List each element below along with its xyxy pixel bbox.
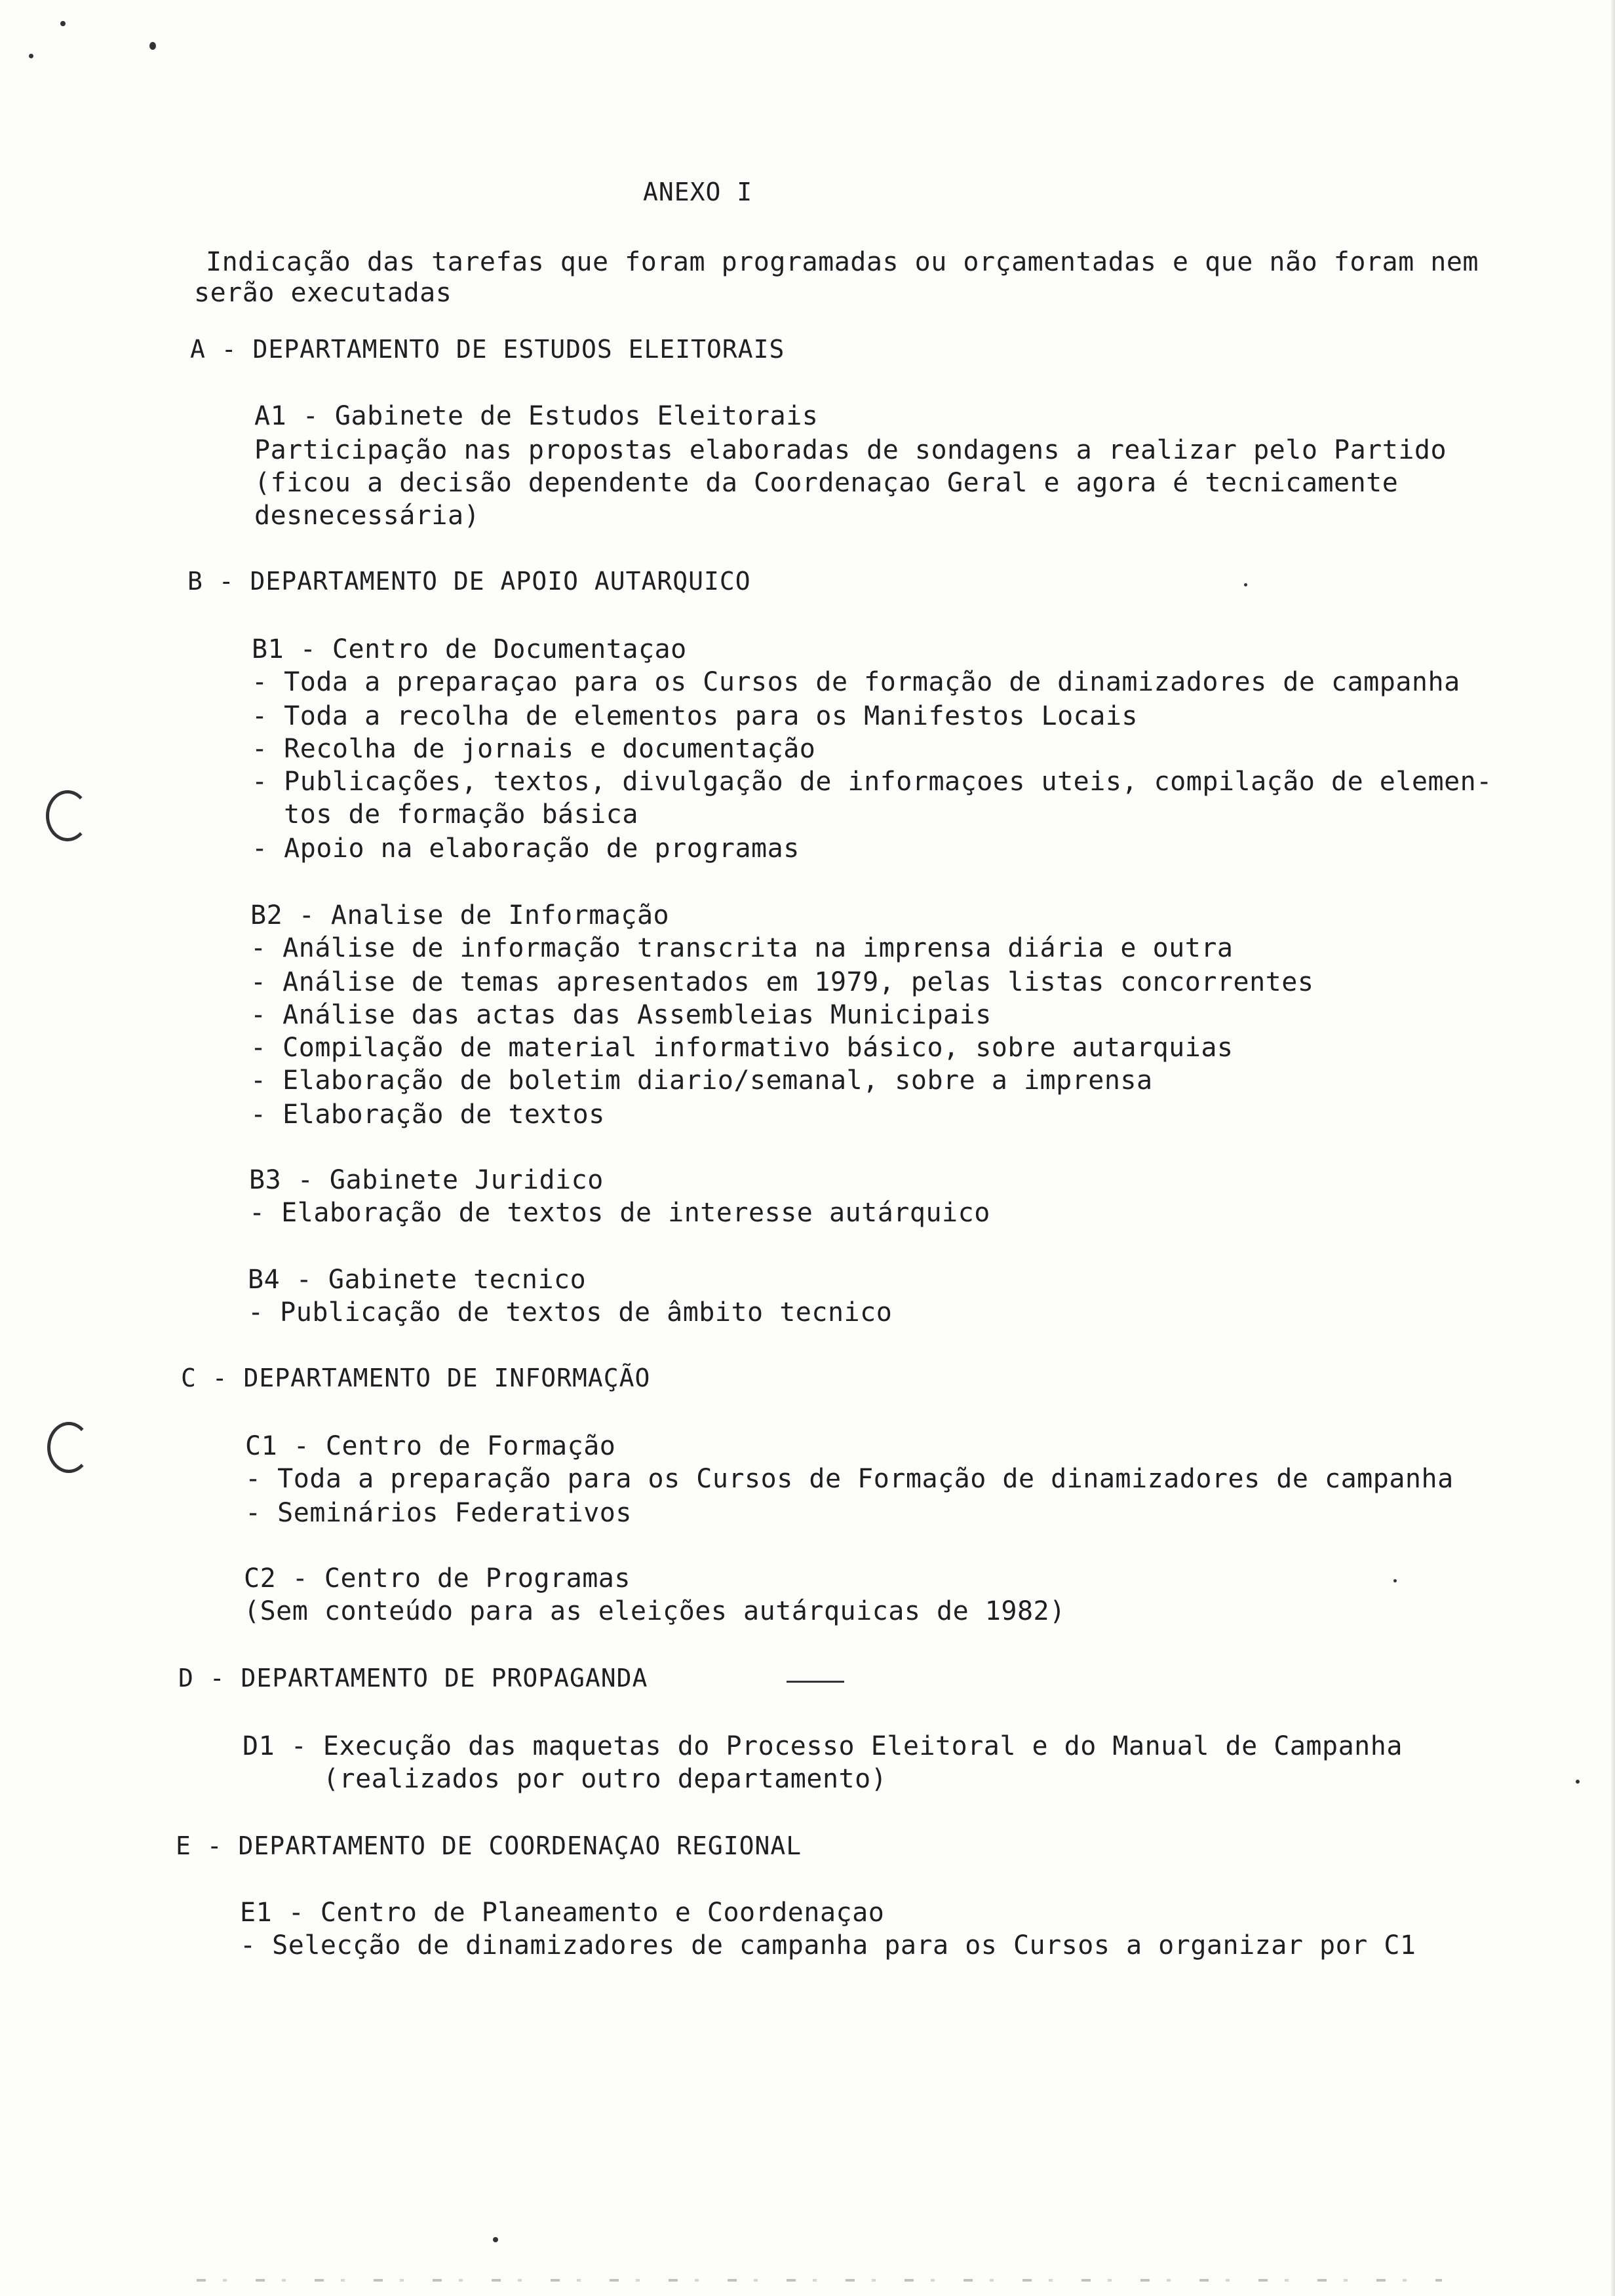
- section-heading-c: C - DEPARTAMENTO DE INFORMAÇÃO: [181, 1364, 651, 1392]
- annex-title: ANEXO I: [643, 178, 753, 206]
- intro-line-1: Indicação das tarefas que foram programadas ou orçamentadas e que não foram nem: [206, 247, 1479, 277]
- scan-edge-noise: [197, 2279, 1442, 2282]
- c2-line-2: (Sem conteúdo para as eleições autárquicas de 1982): [244, 1596, 1066, 1626]
- scan-speck: [1393, 1579, 1397, 1582]
- b1-line-7: - Apoio na elaboração de programas: [252, 833, 800, 864]
- c1-line-2: - Toda a preparação para os Cursos de Formação de dinamizadores de campanha: [245, 1464, 1454, 1494]
- page-edge-shadow: [1611, 0, 1615, 2296]
- c1-line-1: C1 - Centro de Formação: [245, 1431, 616, 1461]
- scan-speck: [149, 42, 156, 50]
- b2-line-7: - Elaboração de textos: [250, 1100, 605, 1130]
- binder-hole-mark: [46, 790, 89, 841]
- b1-line-2: - Toda a preparaçao para os Cursos de formação de dinamizadores de campanha: [252, 667, 1460, 697]
- scan-speck: [29, 54, 33, 58]
- e1-line-2: - Selecção de dinamizadores de campanha para os Cursos a organizar por C1: [240, 1930, 1416, 1961]
- section-heading-a: A - DEPARTAMENTO DE ESTUDOS ELEITORAIS: [190, 335, 785, 364]
- b2-line-1: B2 - Analise de Informação: [250, 900, 670, 930]
- b4-line-1: B4 - Gabinete tecnico: [248, 1265, 587, 1295]
- b1-line-4: - Recolha de jornais e documentação: [252, 734, 816, 764]
- b2-line-3: - Análise de temas apresentados em 1979, pelas listas concorrentes: [250, 967, 1314, 997]
- a1-line-1: A1 - Gabinete de Estudos Eleitorais: [254, 401, 819, 431]
- b1-line-5: - Publicações, textos, divulgação de informaçoes uteis, compilação de elemen-: [252, 767, 1492, 797]
- a1-line-4: desnecessária): [254, 501, 480, 531]
- b1-line-3: - Toda a recolha de elementos para os Manifestos Locais: [252, 701, 1138, 731]
- b2-line-6: - Elaboração de boletim diario/semanal, sobre a imprensa: [250, 1065, 1153, 1096]
- e1-line-1: E1 - Centro de Planeamento e Coordenaçao: [240, 1898, 885, 1928]
- b2-line-4: - Análise das actas das Assembleias Municipais: [250, 1000, 992, 1030]
- scan-speck: [493, 2237, 498, 2242]
- binder-hole-mark: [47, 1422, 90, 1473]
- b3-line-2: - Elaboração de textos de interesse autárquico: [249, 1198, 990, 1228]
- b1-line-6: tos de formação básica: [252, 799, 638, 830]
- scan-speck: [1576, 1780, 1580, 1784]
- b4-line-2: - Publicação de textos de âmbito tecnico: [248, 1297, 893, 1328]
- scan-speck: [1244, 583, 1247, 586]
- b2-line-5: - Compilação de material informativo básico, sobre autarquias: [250, 1033, 1234, 1063]
- intro-line-2: serão executadas: [194, 278, 452, 308]
- a1-line-2: Participação nas propostas elaboradas de sondagens a realizar pelo Partido: [254, 435, 1447, 465]
- b2-line-2: - Análise de informação transcrita na imprensa diária e outra: [250, 933, 1234, 963]
- section-heading-e: E - DEPARTAMENTO DE COORDENAÇAO REGIONAL: [176, 1831, 802, 1860]
- c2-line-1: C2 - Centro de Programas: [244, 1563, 631, 1594]
- section-heading-b: B - DEPARTAMENTO DE APOIO AUTARQUICO: [187, 567, 751, 596]
- c1-line-3: - Seminários Federativos: [245, 1498, 632, 1528]
- a1-line-3: (ficou a decisão dependente da Coordenaçao Geral e agora é tecnicamente: [254, 468, 1399, 498]
- b3-line-1: B3 - Gabinete Juridico: [249, 1165, 604, 1195]
- scan-speck: [60, 21, 66, 26]
- b1-line-1: B1 - Centro de Documentaçao: [252, 634, 687, 664]
- d1-line-2: (realizados por outro departamento): [243, 1764, 887, 1794]
- d1-line-1: D1 - Execução das maquetas do Processo Eleitoral e do Manual de Campanha: [243, 1731, 1403, 1761]
- handwritten-dash: [787, 1681, 844, 1683]
- section-heading-d: D - DEPARTAMENTO DE PROPAGANDA: [178, 1664, 648, 1693]
